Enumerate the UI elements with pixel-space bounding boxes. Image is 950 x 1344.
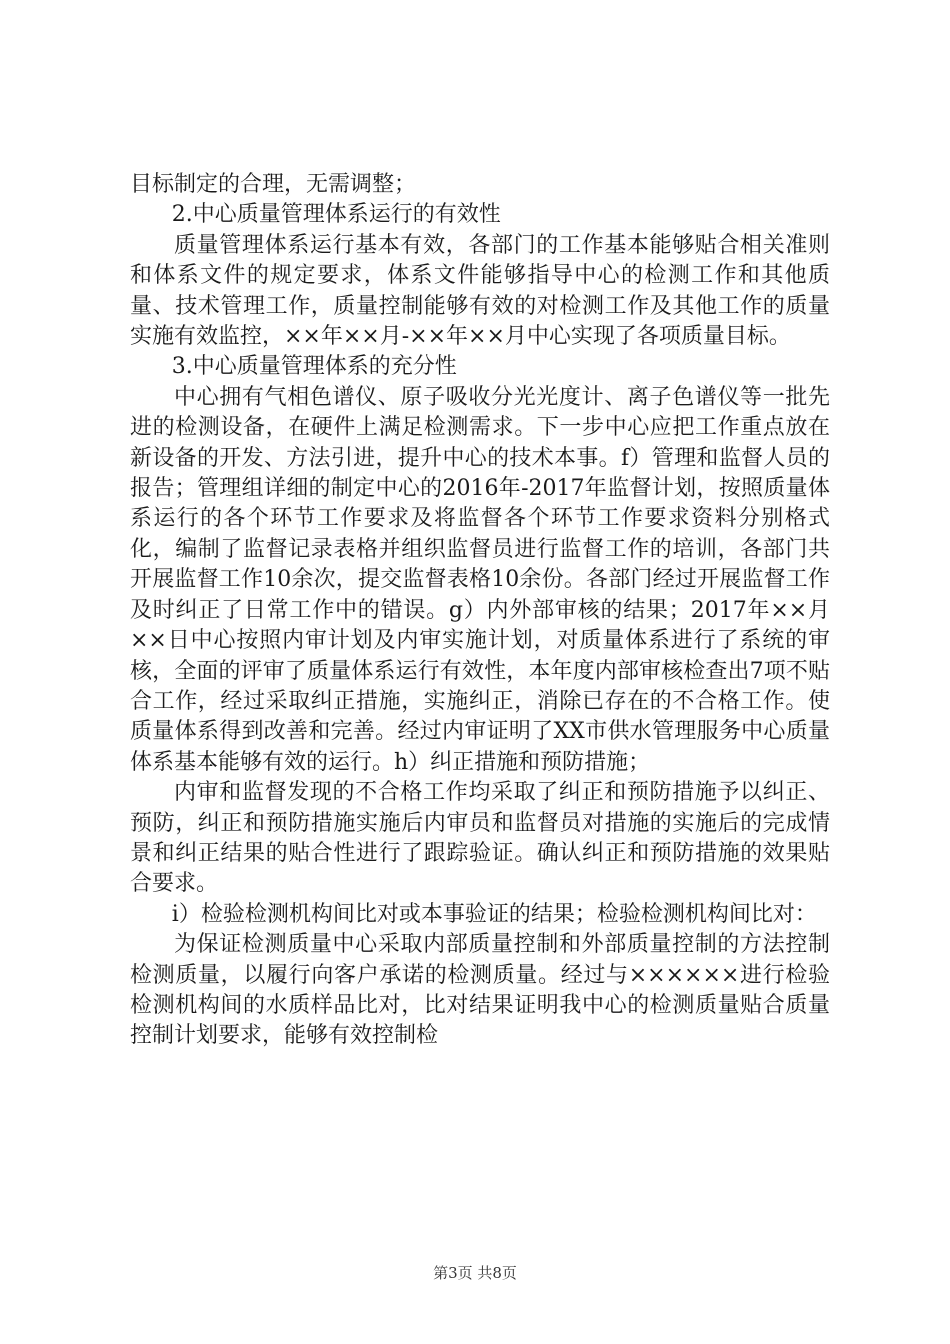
paragraph-6: 为保证检测质量中心采取内部质量控制和外部质量控制的方法控制检测质量，以履行向客户承诺的检测质量。经过与××××××进行检验检测机构间的水质样品比对，比对结果证明我中心的检测质量贴合质量控制计划要求，能够有效控制检 [130, 932, 830, 1049]
section-heading-3: 3.中心质量管理体系的充分性 [171, 354, 457, 380]
paragraph-4: 内审和监督发现的不合格工作均采取了纠正和预防措施予以纠正、预防，纠正和预防措施实施后内审员和监督员对措施的实施后的完成情景和纠正结果的贴合性进行了跟踪验证。确认纠正和预防措施的效果贴合要求。 [130, 780, 830, 897]
section-heading-2: 2.中心质量管理体系运行的有效性 [171, 202, 501, 228]
paragraph-1: 目标制定的合理，无需调整； [130, 172, 417, 197]
paragraph-5: i）检验检测机构间比对或本事验证的结果；检验检测机构间比对： [171, 901, 817, 927]
paragraph-2: 质量管理体系运行基本有效，各部门的工作基本能够贴合相关准则和体系文件的规定要求，体系文件能够指导中心的检测工作和其他质量、技术管理工作，质量控制能够有效的对检测工作及其他工作的质量实施有效监控，××年××月-××年××月中心实现了各项质量目标。 [130, 232, 830, 350]
document-body [130, 170, 830, 1052]
paragraph-3: 中心拥有气相色谱仪、原子吸收分光光度计、离子色谱仪等一批先进的检测设备，在硬件上满足检测需求。下一步中心应把工作重点放在新设备的开发、方法引进，提升中心的技术本事。f）管理和监督人员的报告；管理组详细的制定中心的2016年-2017年监督计划，按照质量体系运行的各个环节工作要求及将监督各个环节工作要求资料分别格式化，编制了监督记录表格并组织监督员进行监督工作的培训，各部门共开展监督工作10余次，提交监督表格10余份。各部门经过开展监督工作及时纠正了日常工作中的错误。g）内外部审核的结果；2017年××月××日中心按照内审计划及内审实施计划，对质量体系进行了系统的审核，全面的评审了质量体系运行有效性，本年度内部审核检查出7项不贴合工作，经过采取纠正措施，实施纠正，消除已存在的不合格工作。使质量体系得到改善和完善。经过内审证明了XX市供水管理服务中心质量体系基本能够有效的运行。h）纠正措施和预防措施； [130, 384, 830, 775]
page-footer: 第3页 共8页 [433, 1264, 517, 1282]
